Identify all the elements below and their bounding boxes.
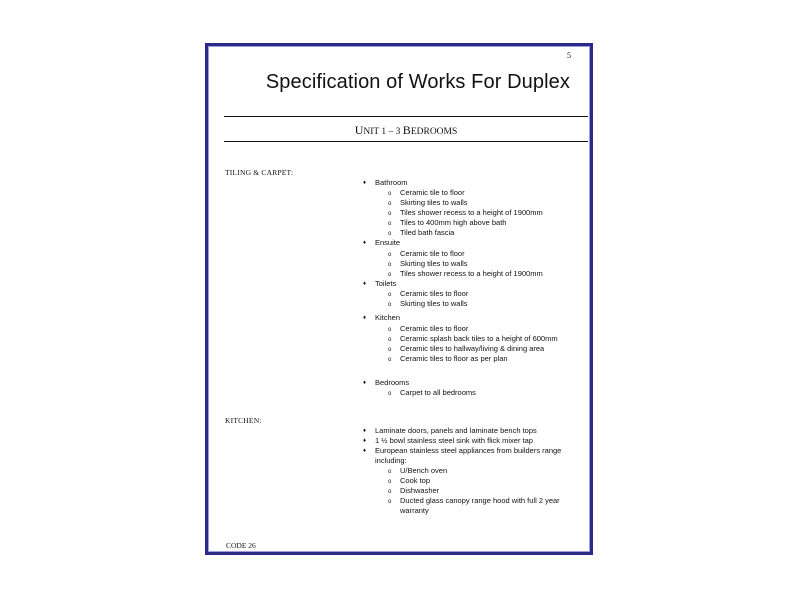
diamond-bullet-icon: ♦ [363, 438, 367, 444]
circle-bullet-icon: o [388, 302, 392, 308]
diamond-bullet-icon: ♦ [363, 180, 367, 186]
document-title: Specification of Works For Duplex [265, 71, 570, 93]
list-subitem: o Skirting tiles to walls [388, 198, 468, 207]
diamond-bullet-icon: ♦ [363, 380, 367, 386]
unit-title-rest: NIT 1 – 3 [363, 127, 403, 137]
list-subitem: o Ducted glass canopy range hood with full 2 year [388, 496, 560, 505]
unit-title-rest-2: EDROOMS [410, 127, 458, 137]
page-frame [205, 43, 593, 555]
circle-bullet-icon: o [388, 391, 392, 397]
list-subitem: o Skirting tiles to walls [388, 299, 468, 308]
circle-bullet-icon: o [388, 469, 392, 475]
list-subitem: o Skirting tiles to walls [388, 259, 468, 268]
list-subitem: o Carpet to all bedrooms [388, 388, 476, 397]
diamond-bullet-icon: ♦ [363, 428, 367, 434]
circle-bullet-icon: o [388, 262, 392, 268]
list-subitem: o U/Bench oven [388, 466, 448, 475]
list-subitem: o Ceramic tile to floor [388, 249, 465, 258]
circle-bullet-icon: o [388, 211, 392, 217]
circle-bullet-icon: o [388, 347, 392, 353]
document-code: CODE 26 [226, 541, 256, 550]
circle-bullet-icon: o [388, 489, 392, 495]
circle-bullet-icon: o [388, 337, 392, 343]
list-subitem: o Ceramic splash back tiles to a height of 600mm [388, 334, 558, 343]
unit-title-initial: U [354, 123, 364, 137]
page-number: 5 [567, 51, 571, 60]
list-item-bedrooms: ♦ Bedrooms [363, 378, 410, 387]
list-subitem: o Dishwasher [388, 486, 440, 495]
list-item-continuation: including: [375, 456, 407, 465]
circle-bullet-icon: o [388, 221, 392, 227]
circle-bullet-icon: o [388, 201, 392, 207]
list-subitem-continuation: warranty [400, 506, 429, 515]
list-subitem: o Ceramic tiles to floor as per plan [388, 354, 508, 363]
circle-bullet-icon: o [388, 252, 392, 258]
circle-bullet-icon: o [388, 499, 392, 505]
title-rule-top [224, 116, 588, 117]
list-subitem: o Ceramic tiles to hallway/living & dining area [388, 344, 545, 353]
unit-title [224, 123, 588, 138]
list-subitem: o Tiles shower recess to a height of 1900mm [388, 208, 543, 217]
circle-bullet-icon: o [388, 272, 392, 278]
unit-title-initial-2: B [402, 123, 411, 137]
list-item: ♦ Laminate doors, panels and laminate bench tops [363, 426, 537, 435]
section-label-kitchen: KITCHEN: [225, 416, 262, 425]
diamond-bullet-icon: ♦ [363, 448, 367, 454]
circle-bullet-icon: o [388, 231, 392, 237]
list-subitem: o Tiled bath fascia [388, 228, 455, 237]
list-subitem: o Tiles shower recess to a height of 1900mm [388, 269, 543, 278]
circle-bullet-icon: o [388, 327, 392, 333]
circle-bullet-icon: o [388, 479, 392, 485]
diamond-bullet-icon: ♦ [363, 240, 367, 246]
list-subitem: o Ceramic tile to floor [388, 188, 465, 197]
circle-bullet-icon: o [388, 191, 392, 197]
list-subitem: o Ceramic tiles to floor [388, 324, 469, 333]
title-rule-bottom [224, 141, 588, 142]
circle-bullet-icon: o [388, 292, 392, 298]
diamond-bullet-icon: ♦ [363, 315, 367, 321]
list-item-toilets: ♦ Toilets [363, 279, 397, 288]
list-item: ♦ 1 ½ bowl stainless steel sink with flick mixer tap [363, 436, 533, 445]
list-subitem: o Cook top [388, 476, 431, 485]
list-item-bathroom: ♦ Bathroom [363, 178, 408, 187]
list-subitem: o Ceramic tiles to floor [388, 289, 469, 298]
list-item: ♦ European stainless steel appliances from builders range [363, 446, 562, 455]
circle-bullet-icon: o [388, 357, 392, 363]
list-subitem: o Tiles to 400mm high above bath [388, 218, 507, 227]
diamond-bullet-icon: ♦ [363, 281, 367, 287]
section-label-tiling: TILING & CARPET: [225, 168, 294, 177]
list-item-kitchen-tiles: ♦ Kitchen [363, 313, 401, 322]
list-item-ensuite: ♦ Ensuite [363, 238, 401, 247]
